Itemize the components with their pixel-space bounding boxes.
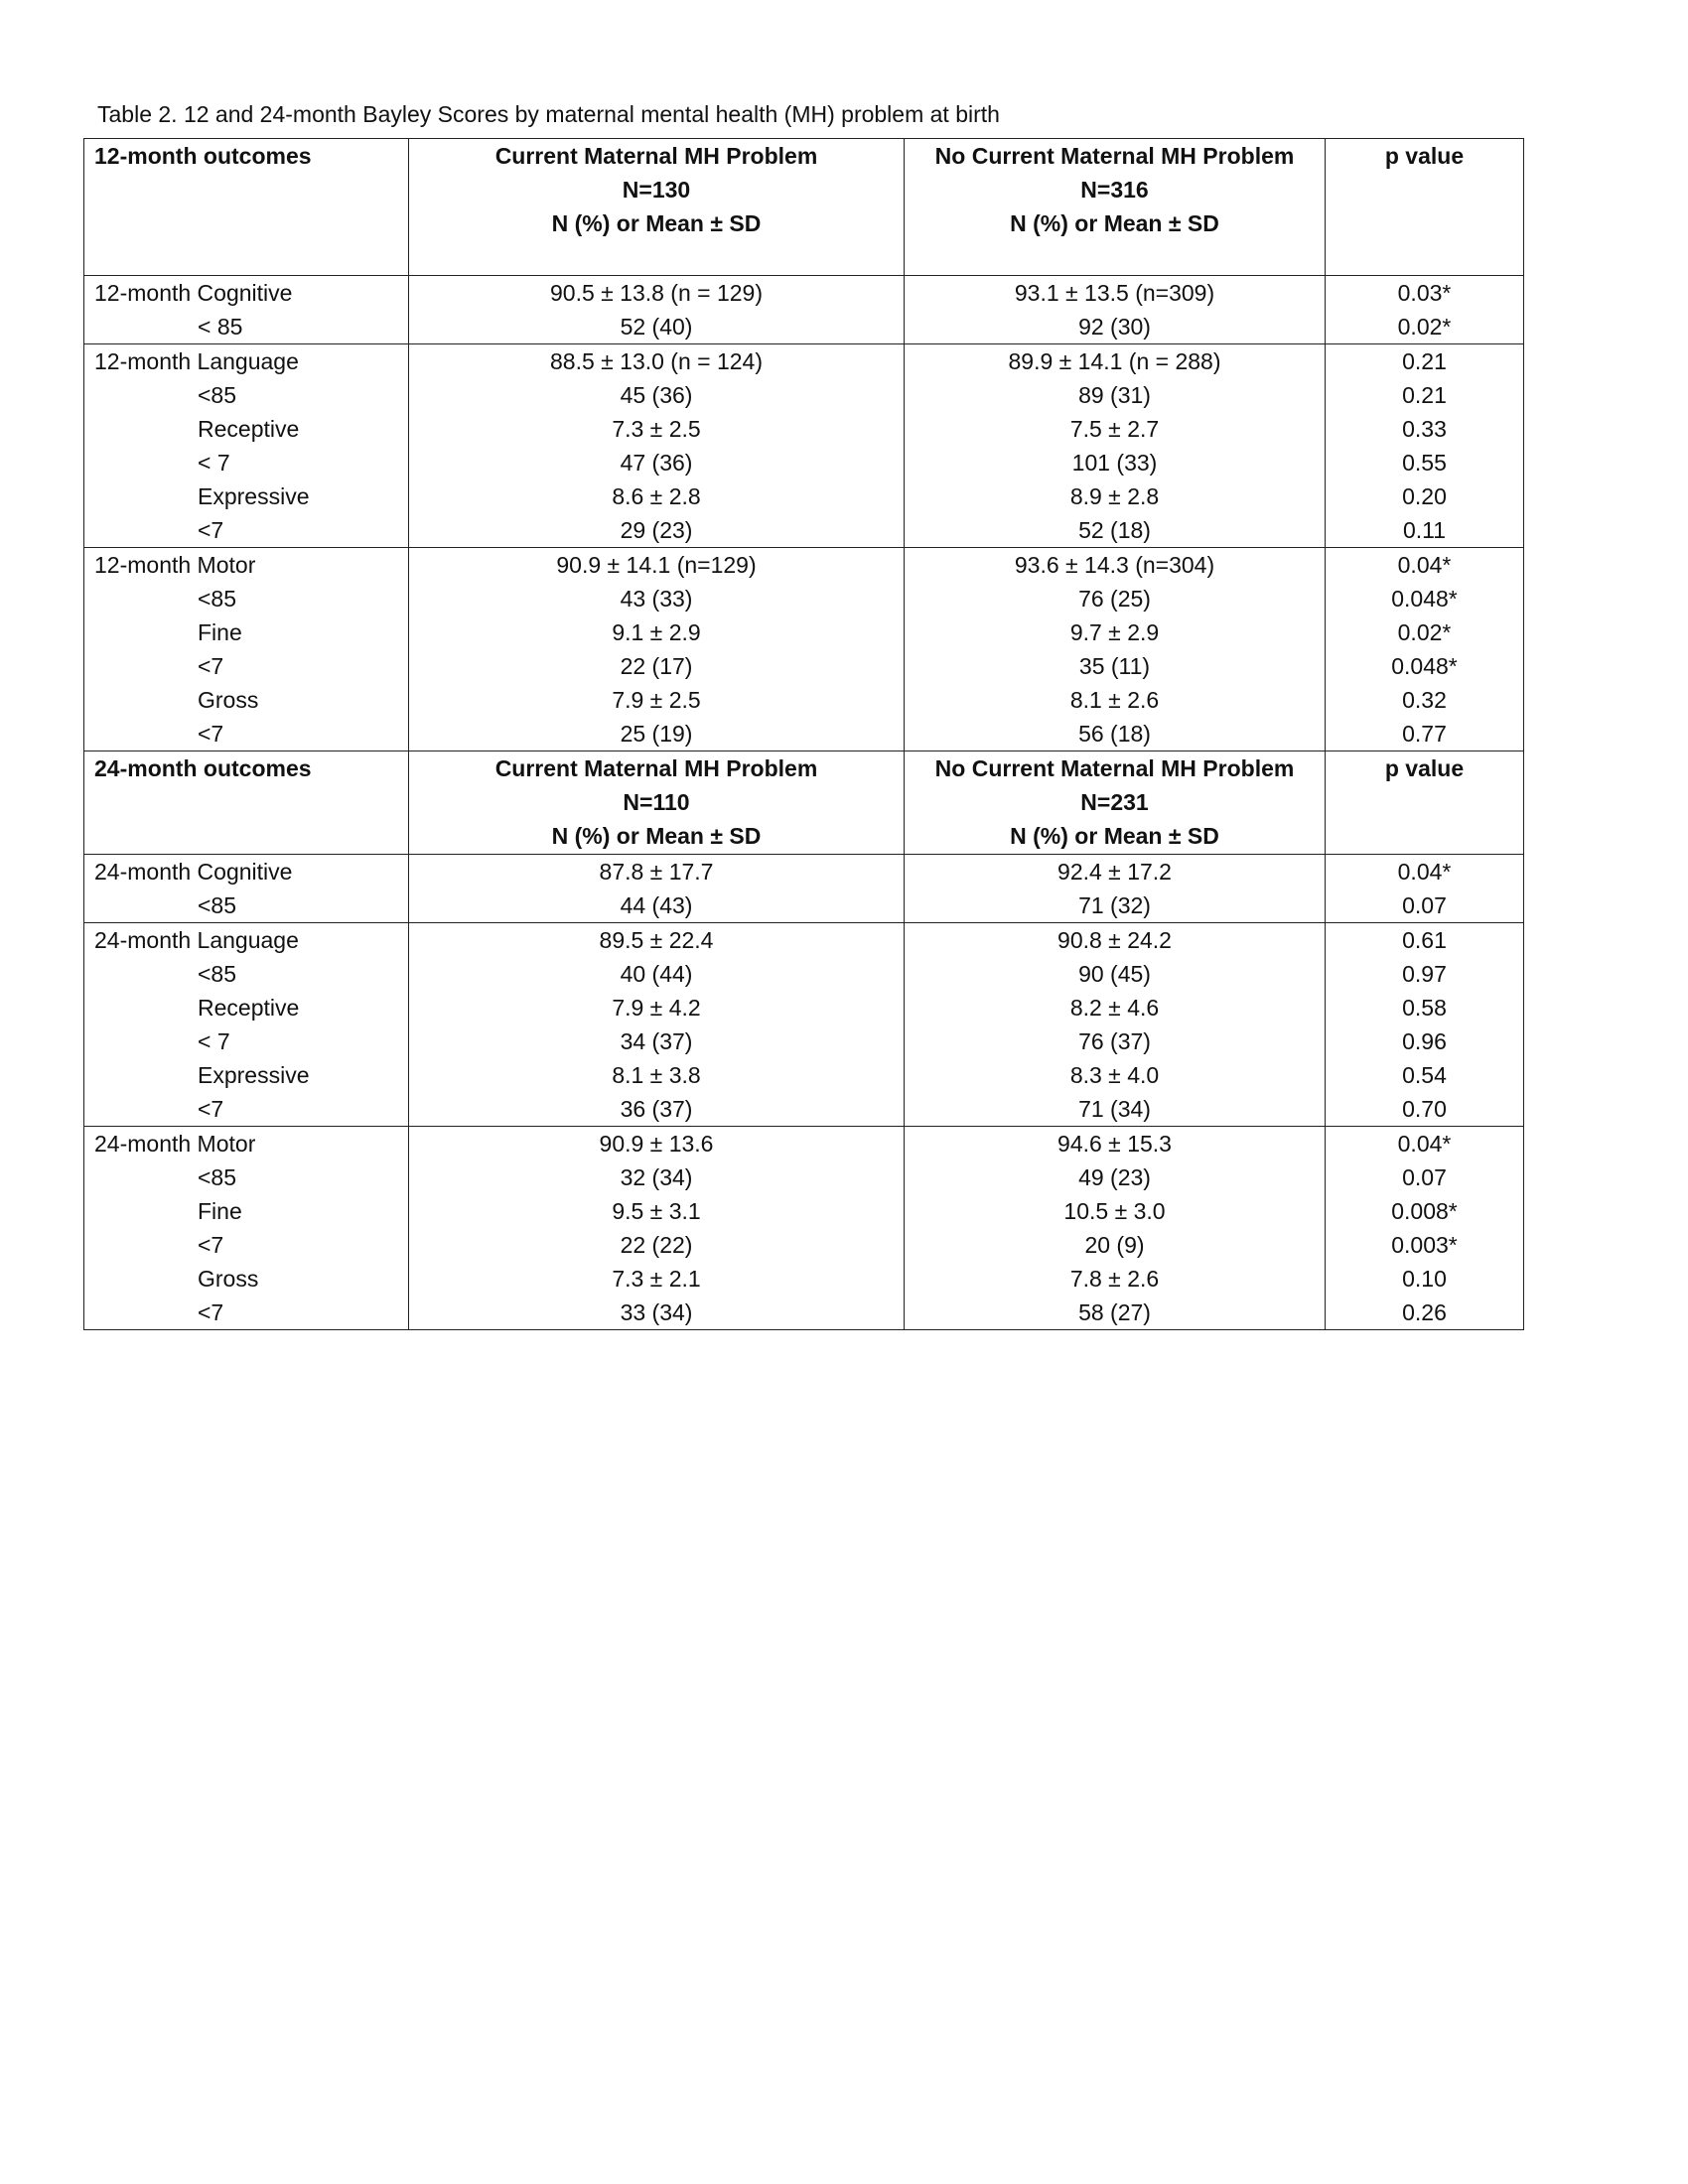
sub-outcome-label: Fine xyxy=(84,1194,409,1228)
p-value: 0.02* xyxy=(1326,310,1524,344)
header-line: N (%) or Mean ± SD xyxy=(551,210,762,236)
no-current-mh-value: 92.4 ± 17.2 xyxy=(905,855,1326,889)
p-value: 0.70 xyxy=(1326,1092,1524,1127)
current-mh-value: 7.3 ± 2.1 xyxy=(409,1262,905,1296)
no-current-mh-value: 8.3 ± 4.0 xyxy=(905,1058,1326,1092)
p-value: 0.07 xyxy=(1326,888,1524,923)
current-mh-value: 8.1 ± 3.8 xyxy=(409,1058,905,1092)
current-mh-value: 9.5 ± 3.1 xyxy=(409,1194,905,1228)
outcome-label: 12-month Cognitive xyxy=(84,276,409,311)
table-row xyxy=(84,446,1524,479)
sub-outcome-label: Receptive xyxy=(84,991,409,1024)
table-row xyxy=(84,1262,1524,1296)
p-value: 0.048* xyxy=(1326,582,1524,615)
p-value: 0.54 xyxy=(1326,1058,1524,1092)
no-current-mh-value: 10.5 ± 3.0 xyxy=(905,1194,1326,1228)
p-value: 0.33 xyxy=(1326,412,1524,446)
table-row xyxy=(84,582,1524,615)
current-mh-value: 90.9 ± 14.1 (n=129) xyxy=(409,548,905,583)
p-value: 0.20 xyxy=(1326,479,1524,513)
header-line: N=110 xyxy=(623,789,690,815)
table-row xyxy=(84,649,1524,683)
p-value: 0.97 xyxy=(1326,957,1524,991)
no-current-mh-value: 49 (23) xyxy=(905,1160,1326,1194)
column-header-current-mh xyxy=(409,751,905,855)
sub-outcome-label: Gross xyxy=(84,1262,409,1296)
no-current-mh-value: 93.1 ± 13.5 (n=309) xyxy=(905,276,1326,311)
table-row xyxy=(84,1296,1524,1330)
current-mh-value: 29 (23) xyxy=(409,513,905,548)
no-current-mh-value: 52 (18) xyxy=(905,513,1326,548)
no-current-mh-value: 92 (30) xyxy=(905,310,1326,344)
sub-outcome-label: < 85 xyxy=(84,310,409,344)
no-current-mh-value: 9.7 ± 2.9 xyxy=(905,615,1326,649)
table-row xyxy=(84,1058,1524,1092)
table-row xyxy=(84,957,1524,991)
current-mh-value: 47 (36) xyxy=(409,446,905,479)
no-current-mh-value: 7.8 ± 2.6 xyxy=(905,1262,1326,1296)
column-header-p-value: p value xyxy=(1326,139,1524,276)
column-header-no-current-mh xyxy=(905,751,1326,855)
no-current-mh-value: 8.9 ± 2.8 xyxy=(905,479,1326,513)
current-mh-value: 9.1 ± 2.9 xyxy=(409,615,905,649)
p-value: 0.003* xyxy=(1326,1228,1524,1262)
sub-outcome-label: <7 xyxy=(84,717,409,751)
section-header-row xyxy=(84,139,1524,276)
sub-outcome-label: <85 xyxy=(84,582,409,615)
current-mh-value: 8.6 ± 2.8 xyxy=(409,479,905,513)
p-value: 0.58 xyxy=(1326,991,1524,1024)
current-mh-value: 32 (34) xyxy=(409,1160,905,1194)
no-current-mh-value: 90 (45) xyxy=(905,957,1326,991)
current-mh-value: 25 (19) xyxy=(409,717,905,751)
p-value: 0.11 xyxy=(1326,513,1524,548)
sub-outcome-label: Gross xyxy=(84,683,409,717)
sub-outcome-label: <85 xyxy=(84,1160,409,1194)
sub-outcome-label: <7 xyxy=(84,1228,409,1262)
header-line: N=316 xyxy=(1080,177,1149,203)
header-line: N (%) or Mean ± SD xyxy=(1010,210,1219,236)
table-row xyxy=(84,615,1524,649)
current-mh-value: 45 (36) xyxy=(409,378,905,412)
p-value: 0.04* xyxy=(1326,1127,1524,1161)
table-row xyxy=(84,344,1524,379)
no-current-mh-value: 93.6 ± 14.3 (n=304) xyxy=(905,548,1326,583)
table-row xyxy=(84,310,1524,344)
p-value: 0.32 xyxy=(1326,683,1524,717)
table-row xyxy=(84,513,1524,548)
current-mh-value: 22 (17) xyxy=(409,649,905,683)
header-line: No Current Maternal MH Problem xyxy=(934,755,1295,781)
column-header-p-value: p value xyxy=(1326,751,1524,855)
no-current-mh-value: 89.9 ± 14.1 (n = 288) xyxy=(905,344,1326,379)
p-value: 0.96 xyxy=(1326,1024,1524,1058)
table-row xyxy=(84,888,1524,923)
current-mh-value: 7.9 ± 2.5 xyxy=(409,683,905,717)
header-line: Current Maternal MH Problem xyxy=(494,755,818,781)
current-mh-value: 87.8 ± 17.7 xyxy=(409,855,905,889)
sub-outcome-label: <85 xyxy=(84,888,409,923)
no-current-mh-value: 101 (33) xyxy=(905,446,1326,479)
sub-outcome-label: <85 xyxy=(84,378,409,412)
table-row xyxy=(84,548,1524,583)
table-row xyxy=(84,1160,1524,1194)
p-value: 0.21 xyxy=(1326,344,1524,379)
p-value: 0.03* xyxy=(1326,276,1524,311)
current-mh-value: 40 (44) xyxy=(409,957,905,991)
p-value: 0.77 xyxy=(1326,717,1524,751)
p-value: 0.26 xyxy=(1326,1296,1524,1330)
current-mh-value: 36 (37) xyxy=(409,1092,905,1127)
p-value: 0.55 xyxy=(1326,446,1524,479)
current-mh-value: 7.9 ± 4.2 xyxy=(409,991,905,1024)
column-header-no-current-mh xyxy=(905,139,1326,276)
p-value: 0.048* xyxy=(1326,649,1524,683)
no-current-mh-value: 89 (31) xyxy=(905,378,1326,412)
sub-outcome-label: < 7 xyxy=(84,1024,409,1058)
table-row xyxy=(84,412,1524,446)
no-current-mh-value: 76 (25) xyxy=(905,582,1326,615)
table-row xyxy=(84,1228,1524,1262)
table-row xyxy=(84,923,1524,958)
header-line: Current Maternal MH Problem xyxy=(494,143,818,169)
section-title: 12-month outcomes xyxy=(84,139,409,276)
table-row xyxy=(84,991,1524,1024)
table-body xyxy=(84,139,1524,1330)
table-row xyxy=(84,1194,1524,1228)
p-value: 0.04* xyxy=(1326,548,1524,583)
no-current-mh-value: 8.2 ± 4.6 xyxy=(905,991,1326,1024)
p-value: 0.04* xyxy=(1326,855,1524,889)
current-mh-value: 90.5 ± 13.8 (n = 129) xyxy=(409,276,905,311)
current-mh-value: 34 (37) xyxy=(409,1024,905,1058)
p-value: 0.61 xyxy=(1326,923,1524,958)
sub-outcome-label: < 7 xyxy=(84,446,409,479)
bayley-scores-table xyxy=(83,138,1524,1330)
current-mh-value: 89.5 ± 22.4 xyxy=(409,923,905,958)
sub-outcome-label: <7 xyxy=(84,513,409,548)
sub-outcome-label: <85 xyxy=(84,957,409,991)
table-row xyxy=(84,1092,1524,1127)
table-row xyxy=(84,683,1524,717)
current-mh-value: 88.5 ± 13.0 (n = 124) xyxy=(409,344,905,379)
header-line: No Current Maternal MH Problem xyxy=(934,143,1295,169)
no-current-mh-value: 58 (27) xyxy=(905,1296,1326,1330)
current-mh-value: 52 (40) xyxy=(409,310,905,344)
sub-outcome-label: <7 xyxy=(84,649,409,683)
current-mh-value: 44 (43) xyxy=(409,888,905,923)
section-title: 24-month outcomes xyxy=(84,751,409,855)
header-line: N (%) or Mean ± SD xyxy=(1010,823,1219,849)
outcome-label: 24-month Language xyxy=(84,923,409,958)
no-current-mh-value: 8.1 ± 2.6 xyxy=(905,683,1326,717)
header-line: N=231 xyxy=(1080,789,1149,815)
current-mh-value: 22 (22) xyxy=(409,1228,905,1262)
table-row xyxy=(84,378,1524,412)
sub-outcome-label: <7 xyxy=(84,1296,409,1330)
outcome-label: 12-month Language xyxy=(84,344,409,379)
outcome-label: 24-month Cognitive xyxy=(84,855,409,889)
sub-outcome-label: Receptive xyxy=(84,412,409,446)
sub-outcome-label: <7 xyxy=(84,1092,409,1127)
section-header-row xyxy=(84,751,1524,855)
p-value: 0.008* xyxy=(1326,1194,1524,1228)
p-value: 0.02* xyxy=(1326,615,1524,649)
header-line: N=130 xyxy=(622,177,691,203)
current-mh-value: 33 (34) xyxy=(409,1296,905,1330)
table-row xyxy=(84,855,1524,889)
no-current-mh-value: 56 (18) xyxy=(905,717,1326,751)
no-current-mh-value: 35 (11) xyxy=(905,649,1326,683)
table-row xyxy=(84,717,1524,751)
outcome-label: 12-month Motor xyxy=(84,548,409,583)
no-current-mh-value: 90.8 ± 24.2 xyxy=(905,923,1326,958)
p-value: 0.07 xyxy=(1326,1160,1524,1194)
sub-outcome-label: Expressive xyxy=(84,1058,409,1092)
p-value: 0.10 xyxy=(1326,1262,1524,1296)
table-row xyxy=(84,276,1524,311)
current-mh-value: 43 (33) xyxy=(409,582,905,615)
no-current-mh-value: 94.6 ± 15.3 xyxy=(905,1127,1326,1161)
no-current-mh-value: 71 (32) xyxy=(905,888,1326,923)
current-mh-value: 7.3 ± 2.5 xyxy=(409,412,905,446)
table-row xyxy=(84,479,1524,513)
header-line: N (%) or Mean ± SD xyxy=(551,823,762,849)
sub-outcome-label: Expressive xyxy=(84,479,409,513)
table-row xyxy=(84,1127,1524,1161)
column-header-current-mh xyxy=(409,139,905,276)
no-current-mh-value: 76 (37) xyxy=(905,1024,1326,1058)
p-value: 0.21 xyxy=(1326,378,1524,412)
no-current-mh-value: 7.5 ± 2.7 xyxy=(905,412,1326,446)
no-current-mh-value: 20 (9) xyxy=(905,1228,1326,1262)
no-current-mh-value: 71 (34) xyxy=(905,1092,1326,1127)
table-row xyxy=(84,1024,1524,1058)
current-mh-value: 90.9 ± 13.6 xyxy=(409,1127,905,1161)
outcome-label: 24-month Motor xyxy=(84,1127,409,1161)
table-caption: Table 2. 12 and 24-month Bayley Scores by maternal mental health (MH) problem at birth xyxy=(97,101,1000,127)
sub-outcome-label: Fine xyxy=(84,615,409,649)
